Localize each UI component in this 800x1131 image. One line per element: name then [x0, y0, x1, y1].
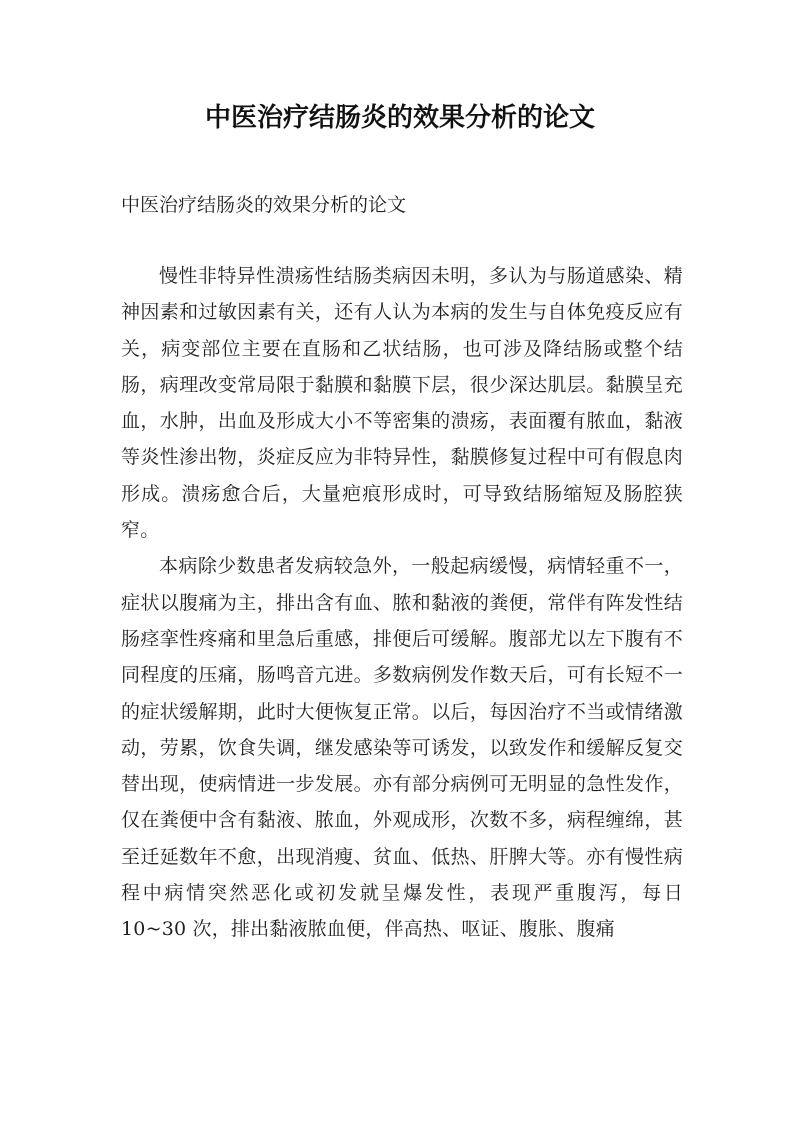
document-subtitle: 中医治疗结肠炎的效果分析的论文 [121, 194, 407, 216]
body-paragraph-1: 慢性非特异性溃疡性结肠类病因未明，多认为与肠道感染、精神因素和过敏因素有关，还有人认为本病的发生与自体免疫反应有关，病变部位主要在直肠和乙状结肠，也可涉及降结肠或整个结肠，病理改变常局限于黏膜和黏膜下层，很少深达肌层。黏膜呈充血，水肿，出血及形成大小不等密集的溃疡，表面覆有脓血，黏液等炎性渗出物，炎症反应为非特异性，黏膜修复过程中可有假息肉形成。溃疡愈合后，大量疤痕形成时，可导致结肠缩短及肠腔狭窄。 [121, 265, 683, 542]
document-title: 中医治疗结肠炎的效果分析的论文 [204, 103, 595, 133]
body-paragraph-2: 本病除少数患者发病较急外，一般起病缓慢，病情轻重不一，症状以腹痛为主，排出含有血、脓和黏液的粪便，常伴有阵发性结肠痉挛性疼痛和里急后重感，排便后可缓解。腹部尤以左下腹有不同程度的压痛，肠鸣音亢进。多数病例发作数天后，可有长短不一的症状缓解期，此时大便恢复正常。以后，每因治疗不当或情绪激动，劳累，饮食失调，继发感染等可诱发，以致发作和缓解反复交替出现，使病情进一步发展。亦有部分病例可无明显的急性发作，仅在粪便中含有黏液、脓血，外观成形，次数不多，病程缠绵，甚至迁延数年不愈，出现消瘦、贫血、低热、肝脾大等。亦有慢性病程中病情突然恶化或初发就呈爆发性，表现严重腹泻，每日 10~30 次，排出黏液脓血便，伴高热、呕证、腹胀、腹痛 [121, 555, 683, 941]
document-body [121, 258, 683, 948]
